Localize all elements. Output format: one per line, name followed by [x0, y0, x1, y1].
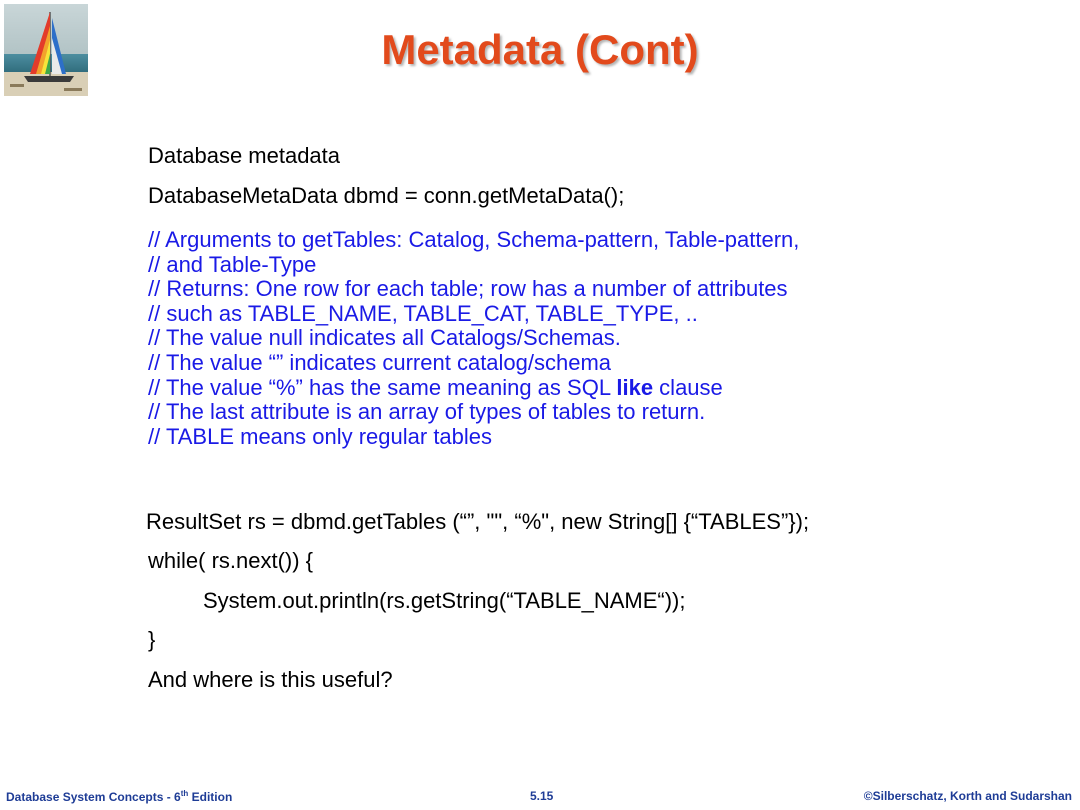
footer-page-number: 5.15 [530, 789, 554, 803]
footer-text: Database System Concepts - 6 [6, 790, 181, 804]
keyword-like: like [616, 374, 654, 400]
slide-title: Metadata (Cont) [381, 26, 699, 73]
text-line-question: And where is this useful? [148, 667, 393, 692]
comment-line: // TABLE means only regular tables [148, 423, 493, 449]
code-line-println: System.out.println(rs.getString(“TABLE_NAME“)); [203, 588, 686, 613]
code-line-while: while( rs.next()) { [148, 548, 314, 573]
comment-line: // such as TABLE_NAME, TABLE_CAT, TABLE_TYPE, .. [148, 300, 698, 326]
footer-sup: th [180, 789, 189, 798]
code-line-close-brace: } [148, 627, 156, 652]
comment-line: // The last attribute is an array of types of tables to return. [148, 399, 706, 425]
comment-line: // and Table-Type [148, 251, 317, 277]
code-comment-block [148, 228, 799, 449]
footer-text: Edition [188, 790, 233, 804]
comment-line: // Arguments to getTables: Catalog, Schema-pattern, Table-pattern, [148, 227, 800, 252]
comment-line: // The value null indicates all Catalogs/Schemas. [148, 325, 621, 351]
comment-text: clause [653, 374, 723, 400]
comment-text: // The value “%” has the same meaning as SQL [148, 374, 617, 400]
text-line-database-metadata: Database metadata [148, 143, 341, 168]
footer-copyright: ©Silberschatz, Korth and Sudarshan [863, 789, 1072, 803]
footer-book-title [6, 789, 232, 804]
code-line-get-metadata: DatabaseMetaData dbmd = conn.getMetaData(); [148, 183, 625, 208]
comment-line: // The value “” indicates current catalog/schema [148, 349, 612, 375]
code-line-resultset: ResultSet rs = dbmd.getTables (“”, "", “%", new String[] {“TABLES”}); [146, 509, 810, 534]
comment-line: // Returns: One row for each table; row has a number of attributes [148, 276, 788, 302]
comment-line-like [148, 376, 799, 401]
